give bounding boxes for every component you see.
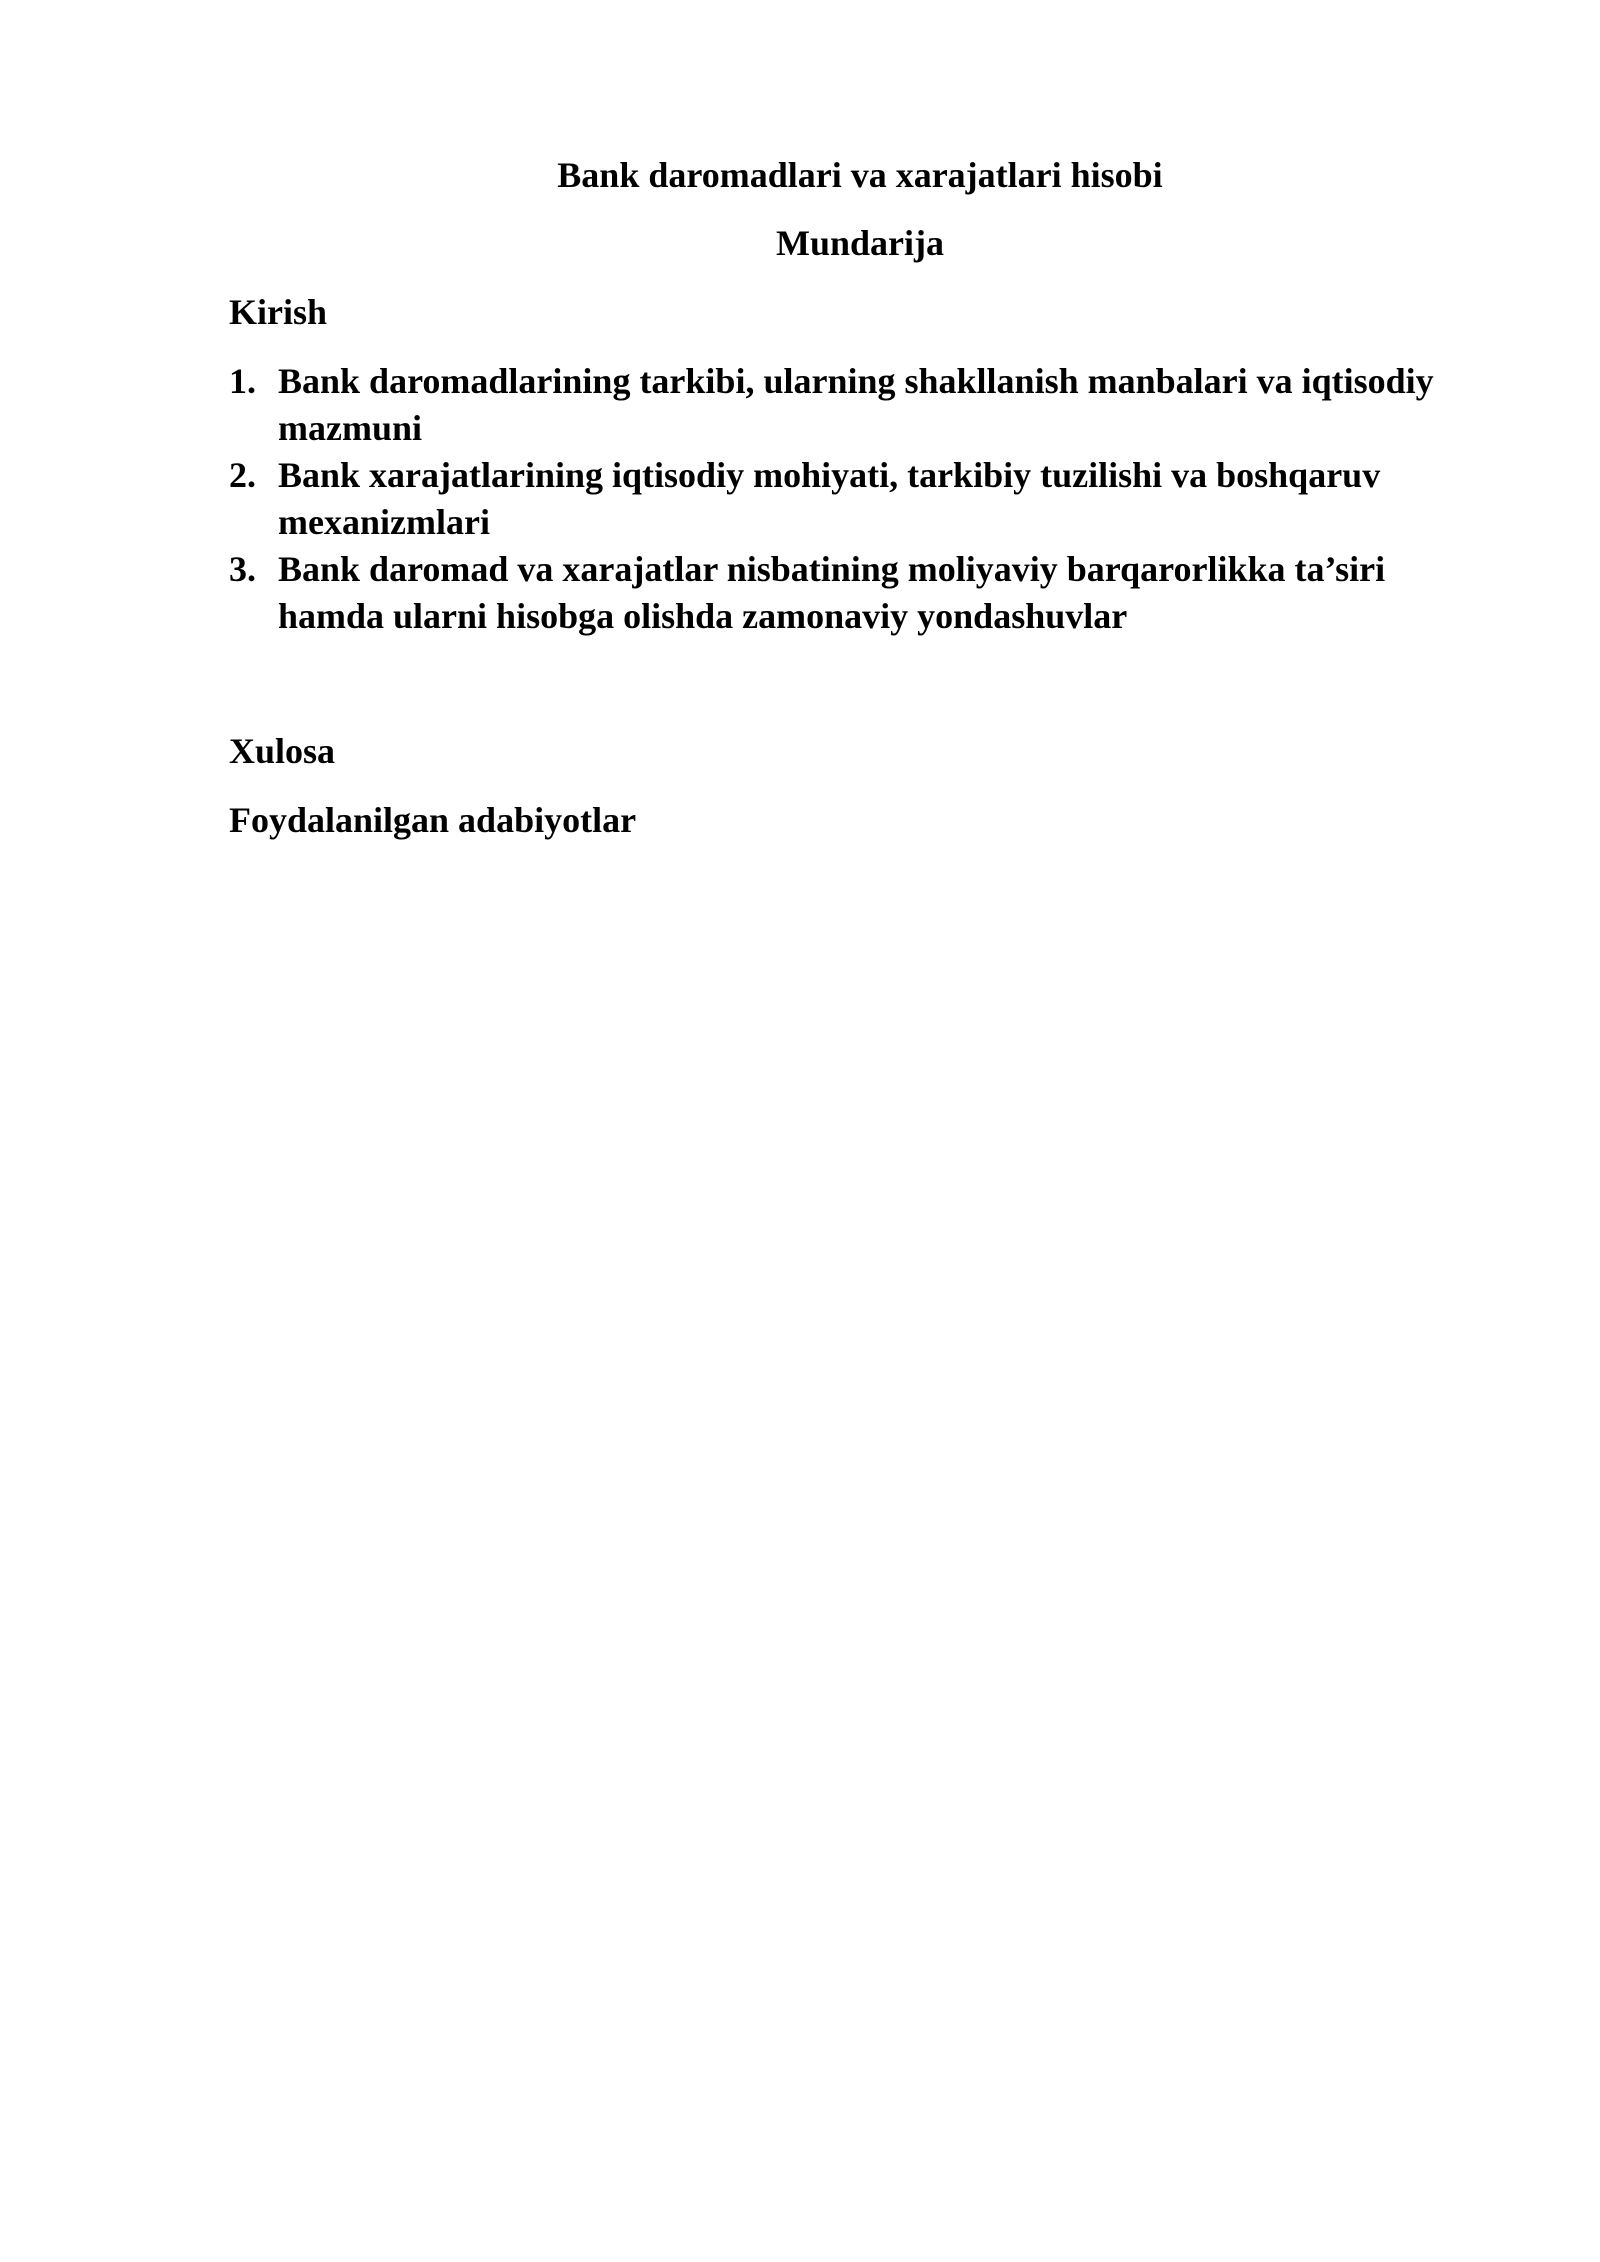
table-of-contents-heading: Mundarija [775,223,944,263]
document-title: Bank daromadlari va xarajatlari hisobi [557,155,1163,195]
toc-entry-references: Foydalanilgan adabiyotlar [229,800,637,840]
chapter-number: 1. [229,361,256,401]
chapter-title-line: mexanizmlari [278,502,490,542]
toc-chapter-item [229,358,1529,452]
toc-entry-introduction: Kirish [229,292,328,332]
toc-chapter-list [229,358,1529,640]
chapter-number: 3. [229,549,256,589]
chapter-title-line: hamda ularni hisobga olishda zamonaviy yondashuvlar [278,596,1128,636]
toc-entry-conclusion: Xulosa [229,731,336,771]
toc-chapter-item [229,546,1529,640]
chapter-title-line: Bank daromadlarining tarkibi, ularning shakllanish manbalari va iqtisodiy [278,361,1434,401]
chapter-title-line: Bank xarajatlarining iqtisodiy mohiyati, tarkibiy tuzilishi va boshqaruv [278,455,1381,495]
chapter-title-line: mazmuni [278,408,422,448]
chapter-number: 2. [229,455,256,495]
toc-chapter-item [229,452,1529,546]
chapter-title-line: Bank daromad va xarajatlar nisbatining moliyaviy barqarorlikka ta’siri [278,549,1386,589]
